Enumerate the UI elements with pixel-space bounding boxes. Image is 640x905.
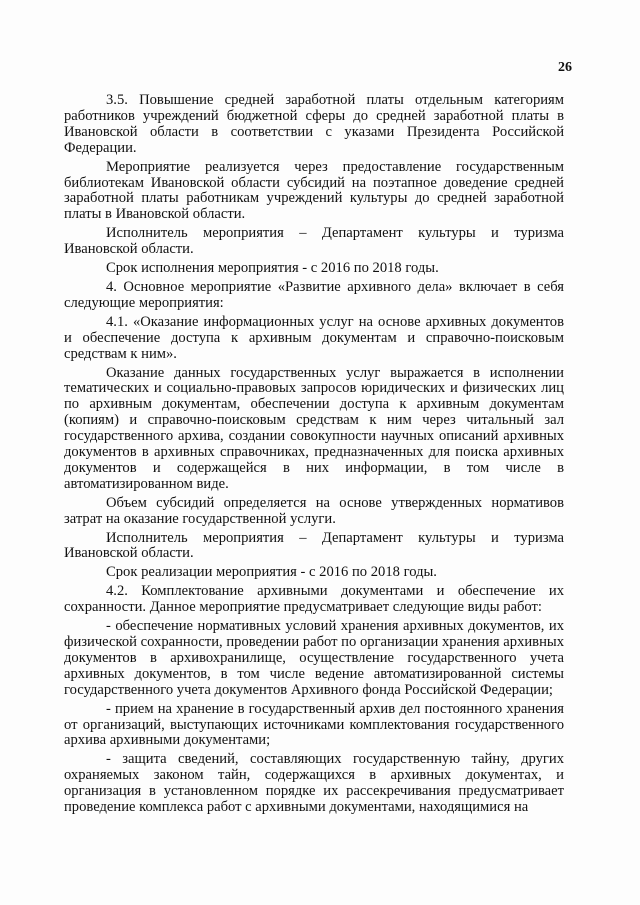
paragraph: Объем субсидий определяется на основе утвержденных нормативов затрат на оказание государственной услуги. <box>64 494 564 527</box>
paragraph-3-5-title: 3.5. Повышение средней заработной платы отдельным категориям работников учреждений бюджетной сферы до средней заработной платы в Ивановской области в соответствии с указами Президента Российской Федерации. <box>64 92 564 156</box>
paragraph: Срок реализации мероприятия - с 2016 по 2018 годы. <box>106 564 437 581</box>
paragraph: Мероприятие реализуется через предоставление государственным библиотекам Ивановской области субсидий на поэтапное доведение средней заработной платы работникам учреждений культуры до средней заработной платы в Ивановской области. <box>64 158 564 223</box>
list-item: - прием на хранение в государственный архив дел постоянного хранения от организаций, выступающих источниками комплектования государственного архива архивными документами; <box>64 700 564 749</box>
paragraph-4-1-title: 4.1. «Оказание информационных услуг на основе архивных документов и обеспечение доступа к архивным документам и справочно-поисковым средствам к ним». <box>64 313 564 362</box>
paragraph: Срок исполнения мероприятия - с 2016 по 2018 годы. <box>106 260 439 277</box>
document-body <box>64 93 564 816</box>
list-item: - обеспечение нормативных условий хранения архивных документов, их физической сохранности, проведении работ по организации хранения архивных документов в архивохранилище, осуществление государственного учета архивных документов, в том числе ведение автоматизированной системы государственного учета документов Архивного фонда Российской Федерации; <box>64 618 564 698</box>
paragraph: Исполнитель мероприятия – Департамент культуры и туризма Ивановской области. <box>64 529 564 562</box>
list-item: - защита сведений, составляющих государственную тайну, других охраняемых законом тайн, содержащихся в архивных документах, и организация в установленном порядке их рассекречивания предусматривает проведение комплекса работ с архивными документами, находящимися на <box>64 751 564 816</box>
paragraph-4-title: 4. Основное мероприятие «Развитие архивного дела» включает в себя следующие мероприятия: <box>64 278 564 311</box>
paragraph: Оказание данных государственных услуг выражается в исполнении тематических и социально-правовых запросов юридических и физических лиц по архивным документам, обеспечении доступа к архивным документам (копиям) и справочно-поисковым средствам к ним через читальный зал государственного архива, создании совокупности научных описаний архивных документов в архивных справочниках, предназначенных для поиска архивных документов и содержащейся в них информации, в том числе в автоматизированном виде. <box>64 364 564 492</box>
paragraph-4-2-title: 4.2. Комплектование архивными документами и обеспечение их сохранности. Данное мероприятие предусматривает следующие виды работ: <box>64 583 564 616</box>
paragraph: Исполнитель мероприятия – Департамент культуры и туризма Ивановской области. <box>64 225 564 258</box>
page-number: 26 <box>558 60 572 75</box>
